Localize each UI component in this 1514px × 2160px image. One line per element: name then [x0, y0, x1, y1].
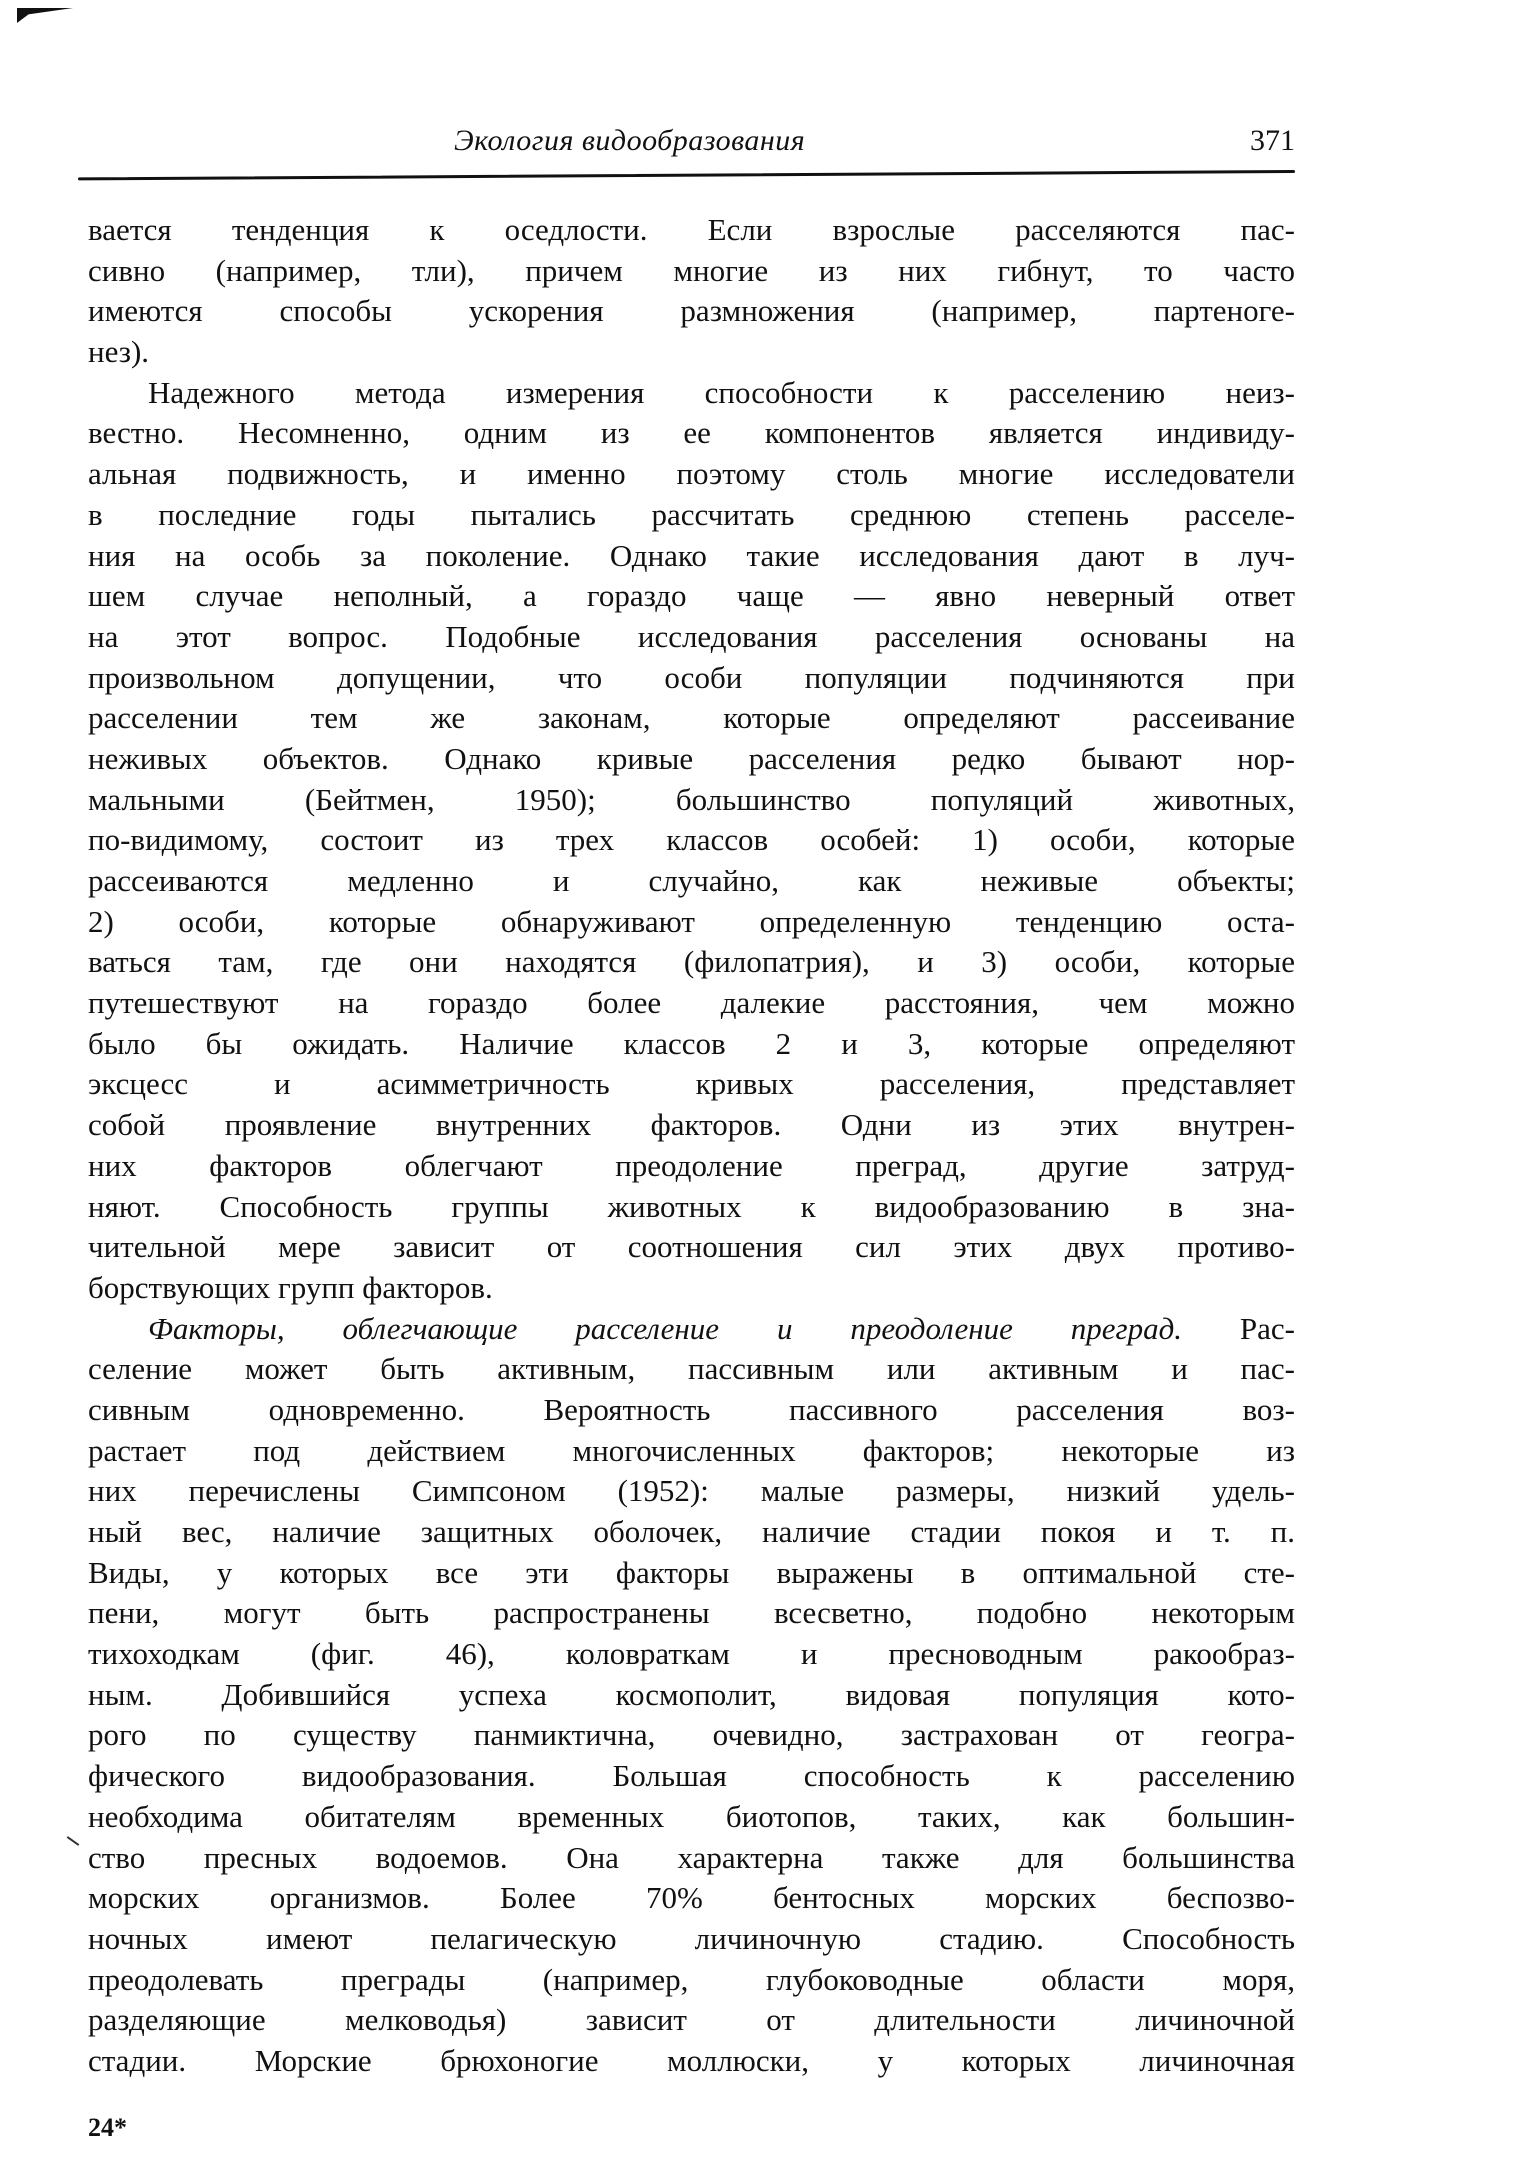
- line-text: по-видимому, состоит из трех классов особей: 1) особи, которые: [88, 822, 1295, 858]
- text-line: [88, 1146, 1295, 1187]
- text-line: [88, 495, 1295, 536]
- line-text: стадии. Морские брюхоногие моллюски, у которых личиночная: [88, 2042, 1295, 2078]
- text-line: [88, 1797, 1295, 1838]
- line-text: рассеиваются медленно и случайно, как неживые объекты;: [88, 863, 1295, 898]
- line-text: Надежного метода измерения способности к расселению неиз-: [148, 374, 1295, 410]
- text-line: [88, 1431, 1295, 1472]
- text-line: [88, 1715, 1295, 1756]
- text-line: [88, 1553, 1295, 1594]
- text-line: [88, 1512, 1295, 1553]
- stray-scan-mark: [67, 1836, 80, 1846]
- text-line: [88, 658, 1295, 699]
- line-text: фического видообразования. Большая способность к расселению: [88, 1758, 1295, 1794]
- text-line: [88, 1064, 1295, 1105]
- line-text: Рас-: [1182, 1310, 1295, 1346]
- text-line: [88, 2000, 1295, 2041]
- line-text: растает под действием многочисленных факторов; некоторые из: [88, 1432, 1295, 1468]
- text-line: [88, 536, 1295, 577]
- line-text: ство пресных водоемов. Она характерна также для большинства: [88, 1839, 1295, 1875]
- text-line: [88, 698, 1295, 739]
- text-line: [88, 739, 1295, 780]
- text-line: [88, 780, 1295, 821]
- line-text: рого по существу панмиктична, очевидно, застрахован от геогра-: [88, 1717, 1295, 1753]
- italic-run-in-heading: Факторы, облегчающие расселение и преодоление преград.: [148, 1310, 1183, 1346]
- line-text: вестно. Несомненно, одним из ее компонентов является индивиду-: [88, 415, 1295, 451]
- line-text: ный вес, наличие защитных оболочек, наличие стадии покоя и т. п.: [88, 1514, 1295, 1549]
- text-line: [88, 210, 1295, 251]
- text-line: [88, 1268, 1295, 1309]
- line-text: ния на особь за поколение. Однако такие исследования дают в луч-: [88, 537, 1295, 573]
- line-text: них перечислены Симпсоном (1952): малые размеры, низкий удель-: [88, 1473, 1295, 1509]
- line-text: путешествуют на гораздо более далекие расстояния, чем можно: [88, 985, 1295, 1021]
- line-text: на этот вопрос. Подобные исследования расселения основаны на: [88, 618, 1295, 654]
- text-line: [88, 1471, 1295, 1512]
- line-text: вается тенденция к оседлости. Если взрослые расселяются пас-: [88, 212, 1295, 247]
- line-text: было бы ожидать. Наличие классов 2 и 3, которые определяют: [88, 1025, 1295, 1061]
- line-text: ваться там, где они находятся (филопатрия), и 3) особи, которые: [88, 944, 1295, 980]
- line-text: Виды, у которых все эти факторы выражены в оптимальной сте-: [88, 1554, 1295, 1590]
- line-text: имеются способы ускорения размножения (например, партеноге-: [88, 293, 1295, 329]
- line-text: няют. Способность группы животных к видообразованию в зна-: [88, 1188, 1295, 1224]
- line-text: шем случае неполный, а гораздо чаще — явно неверный ответ: [88, 578, 1295, 614]
- line-text: 2) особи, которые обнаруживают определенную тенденцию оста-: [88, 903, 1295, 939]
- text-line: [88, 1349, 1295, 1390]
- text-line: [88, 413, 1295, 454]
- line-text: чительной мере зависит от соотношения сил этих двух противо-: [88, 1229, 1295, 1265]
- line-text: в последние годы пытались рассчитать среднюю степень расселе-: [88, 496, 1295, 532]
- line-text: расселении тем же законам, которые определяют рассеивание: [88, 700, 1295, 736]
- line-text: ным. Добившийся успеха космополит, видовая популяция кото-: [88, 1676, 1295, 1712]
- body-text: [88, 210, 1295, 2082]
- text-line: [88, 1390, 1295, 1431]
- line-text: эксцесс и асимметричность кривых расселения, представляет: [88, 1066, 1295, 1102]
- text-line: [88, 1960, 1295, 2001]
- text-line: [88, 1919, 1295, 1960]
- text-line: [88, 983, 1295, 1024]
- text-line: [88, 1878, 1295, 1919]
- text-line: [88, 251, 1295, 292]
- line-text: морских организмов. Более 70% бентосных морских беспозво-: [88, 1880, 1295, 1916]
- text-line: [88, 1675, 1295, 1716]
- line-text: тихоходкам (фиг. 46), коловраткам и пресноводным ракообраз-: [88, 1636, 1295, 1672]
- text-line: [88, 1105, 1295, 1146]
- line-text: селение может быть активным, пассивным или активным и пас-: [88, 1351, 1295, 1387]
- text-line: [88, 1187, 1295, 1228]
- line-text: сивно (например, тли), причем многие из них гибнут, то часто: [88, 252, 1295, 288]
- line-text: нез).: [88, 334, 150, 370]
- text-line: [88, 820, 1295, 861]
- line-text: борствующих групп факторов.: [88, 1269, 493, 1305]
- line-text: преодолевать преграды (например, глубоководные области моря,: [88, 1961, 1295, 1997]
- text-line: [88, 1634, 1295, 1675]
- text-line: [88, 332, 1295, 373]
- text-line: [88, 1593, 1295, 1634]
- text-line: [88, 902, 1295, 943]
- line-text: произвольном допущении, что особи популяции подчиняются при: [88, 659, 1295, 695]
- line-text: сивным одновременно. Вероятность пассивного расселения воз-: [88, 1391, 1295, 1427]
- line-text: них факторов облегчают преодоление преград, другие затруд-: [88, 1147, 1295, 1183]
- line-text: неживых объектов. Однако кривые расселения редко бывают нор-: [88, 740, 1295, 776]
- text-line: [88, 1838, 1295, 1879]
- line-text: пени, могут быть распространены всесветно, подобно некоторым: [88, 1595, 1295, 1631]
- header-rule: [78, 170, 1295, 180]
- line-text: альная подвижность, и именно поэтому столь многие исследователи: [88, 456, 1295, 492]
- line-text: ночных имеют пелагическую личиночную стадию. Способность: [88, 1920, 1295, 1956]
- line-text: разделяющие мелководья) зависит от длительности личиночной: [88, 2002, 1295, 2038]
- text-line: [88, 1024, 1295, 1065]
- signature-mark: 24*: [88, 2113, 127, 2142]
- line-text: собой проявление внутренних факторов. Одни из этих внутрен-: [88, 1107, 1295, 1143]
- running-title: Экология видообразования: [454, 124, 806, 157]
- text-line: [88, 454, 1295, 495]
- text-line: [88, 2041, 1295, 2082]
- scan-corner-mark: [17, 8, 73, 16]
- running-head: [88, 120, 1295, 160]
- text-line: [88, 1309, 1295, 1350]
- text-line: [88, 1756, 1295, 1797]
- line-text: необходима обитателям временных биотопов, таких, как большин-: [88, 1798, 1295, 1834]
- text-line: [88, 291, 1295, 332]
- text-line: [88, 617, 1295, 658]
- page-number: 371: [1250, 124, 1295, 157]
- line-text: мальными (Бейтмен, 1950); большинство популяций животных,: [88, 781, 1295, 817]
- text-line: [88, 373, 1295, 414]
- text-line: [88, 1227, 1295, 1268]
- text-line: [88, 576, 1295, 617]
- text-line: [88, 861, 1295, 902]
- text-line: [88, 942, 1295, 983]
